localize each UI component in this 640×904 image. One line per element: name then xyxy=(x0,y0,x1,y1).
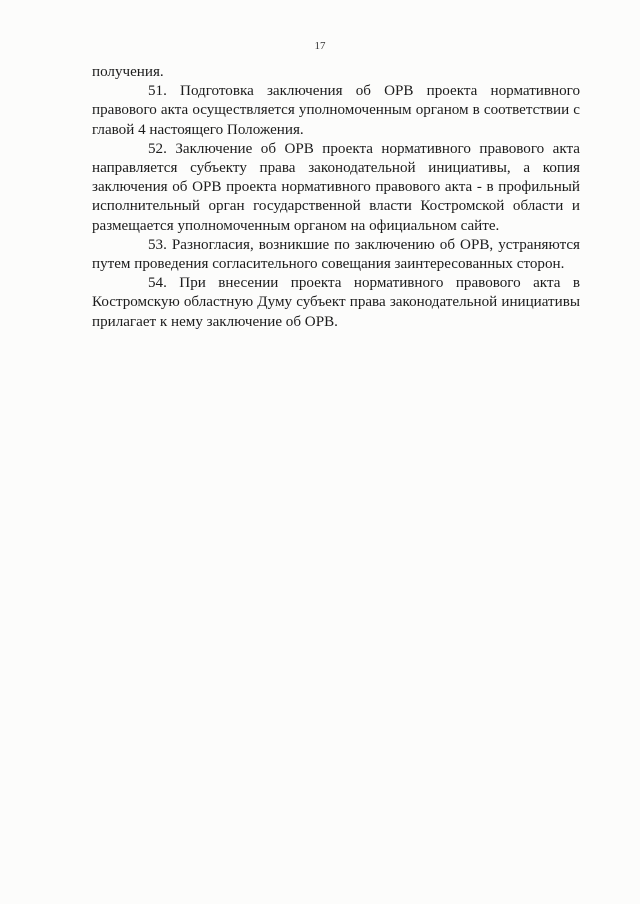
page-number: 17 xyxy=(314,40,326,52)
paragraph-53: 53. Разногласия, возникшие по заключению об ОРВ, устраняются путем проведения согласительного совещания заинтересованных сторон. xyxy=(92,236,580,273)
document-body xyxy=(92,63,580,332)
paragraph-52: 52. Заключение об ОРВ проекта нормативного правового акта направляется субъекту права законодательной инициативы, а копия заключения об ОРВ проекта нормативного правового акта - в профильный исполнительный орган государственной власти Костромской области и размещается уполномоченным органом на официальном сайте. xyxy=(92,140,580,234)
paragraph-51: 51. Подготовка заключения об ОРВ проекта нормативного правового акта осуществляется уполномоченным органом в соответствии с главой 4 настоящего Положения. xyxy=(92,83,580,138)
paragraph-54: 54. При внесении проекта нормативного правового акта в Костромскую областную Думу субъект права законодательной инициативы прилагает к нему заключение об ОРВ. xyxy=(92,275,580,330)
paragraph-continuation: получения. xyxy=(92,64,164,80)
